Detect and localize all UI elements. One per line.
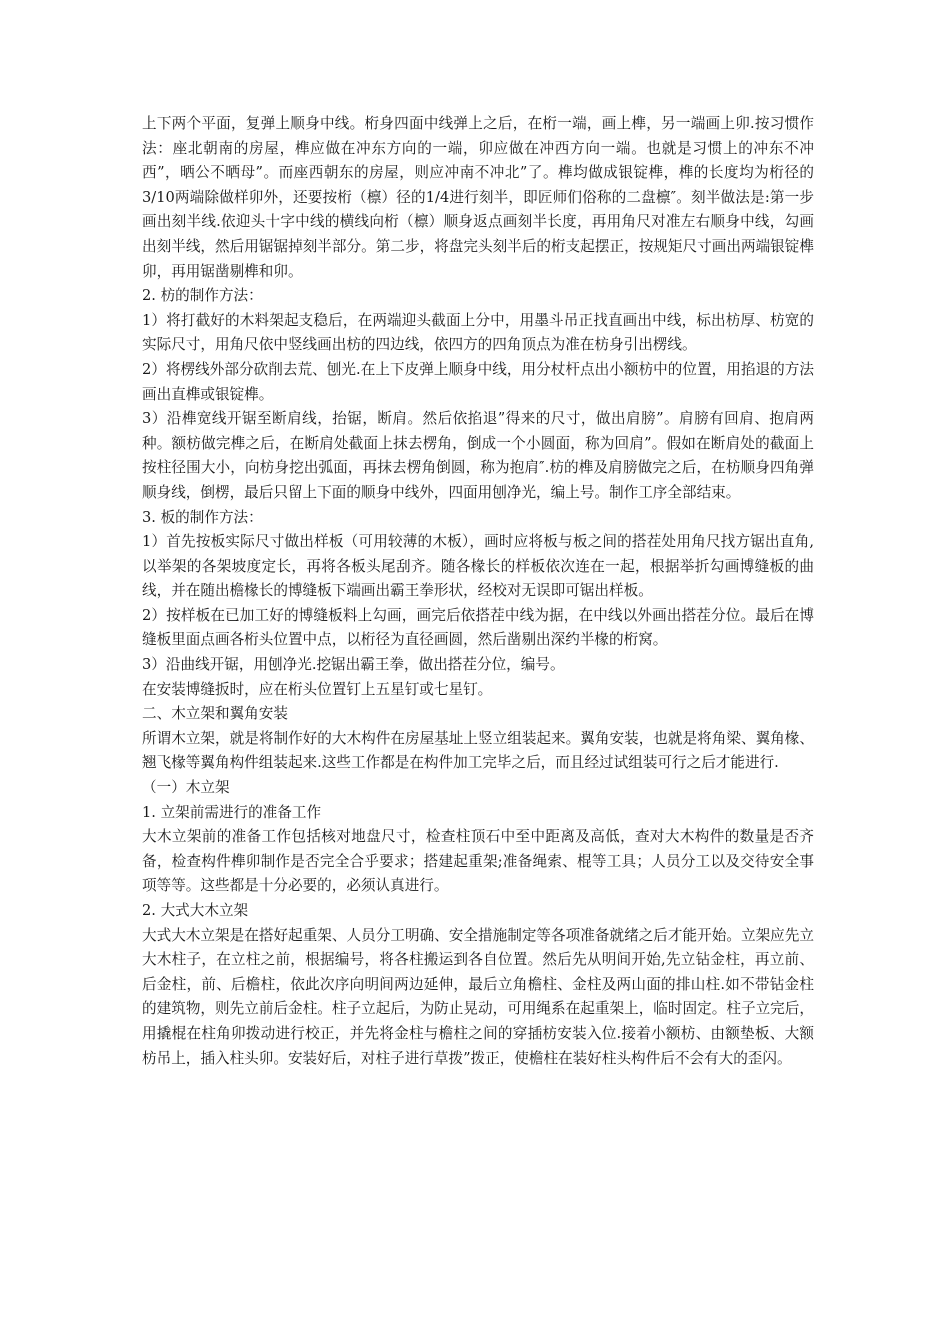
paragraph-fang-step-1: 1）将打截好的木料架起支稳后，在两端迎头截面上分中，用墨斗吊正找直画出中线，标出枋厚、枋宽的实际尺寸，用角尺依中竖线画出枋的四边线，依四方的四角顶点为准在枋身引出楞线。 — [142, 311, 814, 354]
paragraph-board-install-note: 在安装博缝扳时，应在桁头位置钉上五星钉或七星钉。 — [142, 680, 493, 698]
paragraph-board-step-3: 3）沿曲线开锯，用刨净光.挖锯出霸王拳，做出搭茬分位，编号。 — [142, 656, 565, 674]
paragraph-board-step-2: 2）按样板在已加工好的博缝板料上勾画，画完后依搭茬中线为据，在中线以外画出搭茬分位。最后在博缝板里面点画各桁头位置中点，以桁径为直径画圆，然后凿剔出深约半椽的桁窝。 — [142, 606, 814, 649]
subsection-heading-frame: （一）木立架 — [142, 779, 230, 797]
paragraph-fang-step-2: 2）将楞线外部分砍削去荒、刨光.在上下皮弹上顺身中线，用分杖杆点出小额枋中的位置，用掐退的方法画出直榫或银锭榫。 — [142, 360, 814, 403]
paragraph-purlin-joinery: 上下两个平面，复弹上顺身中线。桁身四面中线弹上之后，在桁一端，画上榫，另一端画上卯.按习惯作法：座北朝南的房屋，榫应做在冲东方向的一端，卯应做在冲西方向一端。也就是习惯上的冲东不冲西”，晒公不晒母”。而座西朝东的房屋，则应冲南不冲北”了。榫均做成银锭榫，榫的长度均为桁径的3/10两端除做样卯外，还要按桁（檩）径的1/4进行刻半，即匠师们俗称的二盘檩″。刻半做法是:第一步画出刻半线.依迎头十字中线的横线向桁（檩）顺身返点画刻半长度，再用角尺对准左右顺身中线，勾画出刻半线，然后用锯锯掉刻半部分。第二步，将盘完头刻半后的桁支起摆正，按规矩尺寸画出两端银锭榫卯，再用锯凿剔榫和卯。 — [142, 115, 814, 280]
paragraph-frame-intro: 所谓木立架，就是将制作好的大木构件在房屋基址上竖立组装起来。翼角安装，也就是将角梁、翼角椽、翘飞椽等翼角构件组装起来.这些工作都是在构件加工完毕之后，而且经过试组装可行之后才能进行. — [142, 729, 814, 772]
section-heading-frame-erection: 二、木立架和翼角安装 — [142, 705, 288, 723]
heading-large-frame: 2. 大式大木立架 — [142, 902, 249, 919]
heading-fang-method: 2. 枋的制作方法： — [142, 287, 263, 305]
paragraph-board-step-1: 1）首先按板实际尺寸做出样板（可用较薄的木板），画时应将板与板之间的搭茬处用角尺找方锯出直角,以举架的各架坡度定长，再将各板头尾刮齐。随各椽长的样板依次连在一起，根据举折勾画博缝板的曲线，并在随出檐椽长的博缝板下端画出霸王拳形状，经校对无误即可锯出样板。 — [142, 533, 814, 600]
heading-preparation: 1. 立架前需进行的准备工作 — [142, 803, 322, 821]
paragraph-large-frame: 大式大木立架是在搭好起重架、人员分工明确、安全措施制定等各项准备就绪之后才能开始。立架应先立大木柱子，在立柱之前，根据编号，将各柱搬运到各自位置。然后先从明间开始,先立钻金柱，再立前、后金柱，前、后檐柱，依此次序向明间两边延伸，最后立角檐柱、金柱及两山面的排山柱.如不带钻金柱的建筑物，则先立前后金柱。柱子立起后，为防止晃动，可用绳系在起重架上，临时固定。柱子立完后，用撬棍在柱角卯拨动进行校正，并先将金柱与檐柱之间的穿插枋安装入位.接着小额枋、由额垫板、大额枋吊上，插入柱头卯。安装好后，对柱子进行草拨”拨正，使檐柱在装好柱头构件后不会有大的歪闪。 — [142, 926, 814, 1067]
paragraph-preparation: 大木立架前的准备工作包括核对地盘尺寸，检查柱顶石中至中距离及高低，查对大木构件的数量是否齐备，检查构件榫卯制作是否完全合乎要求；搭建起重架;准备绳索、棍等工具；人员分工以及交待安全事项等等。这些都是十分必要的，必须认真进行。 — [142, 828, 814, 895]
paragraph-fang-step-3: 3）沿榫宽线开锯至断肩线，抬锯，断肩。然后依掐退”得来的尺寸，做出肩膀”。肩膀有回肩、抱肩两种。额枋做完榫之后，在断肩处截面上抹去楞角，倒成一个小圆面，称为回肩”。假如在断肩处的截面上按柱径围大小，向枋身挖出弧面，再抹去楞角倒圆，称为抱肩″.枋的榫及肩膀做完之后，在枋顺身四角弹顺身线，倒楞，最后只留上下面的顺身中线外，四面用刨净光，编上号。制作工序全部结束。 — [142, 410, 814, 501]
document-body — [142, 112, 814, 1071]
heading-board-method: 3. 板的制作方法： — [142, 508, 263, 526]
